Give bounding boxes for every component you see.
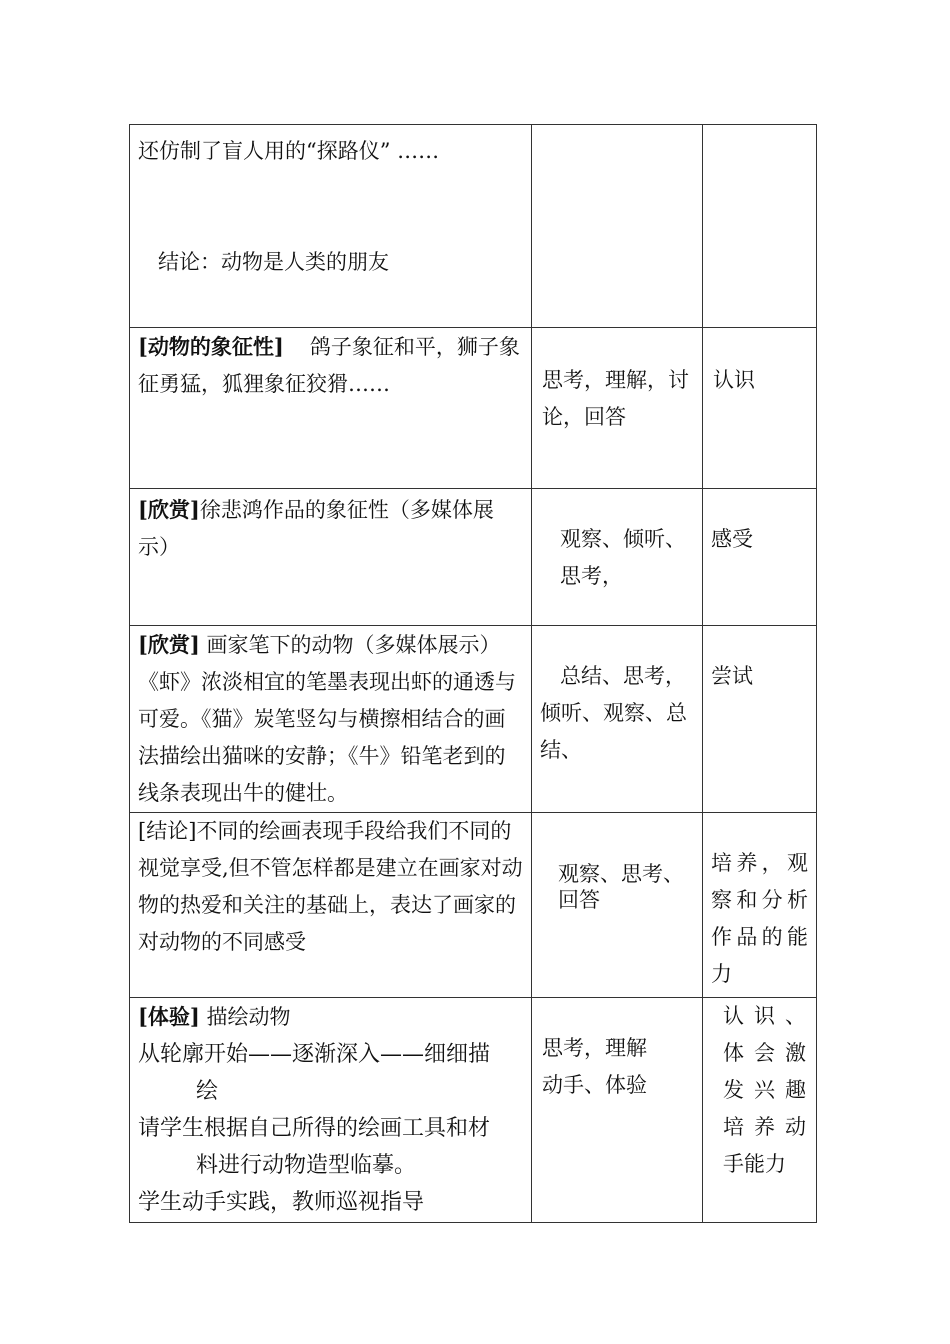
goal-text: 认识、体会激发兴趣培养动手能力 xyxy=(723,1004,806,1176)
goal-text: 感受 xyxy=(711,527,753,551)
activity-text: 观察、倾听、思考， xyxy=(560,527,686,588)
goal-cell xyxy=(703,125,817,328)
activity-cell xyxy=(532,328,703,489)
table-row xyxy=(130,813,817,998)
activity-cell xyxy=(532,813,703,998)
content-text: 表达了画家的对动物的不同感受 xyxy=(138,893,516,954)
goal-cell xyxy=(703,489,817,626)
content-text: 鸽子象征和平，狮子象征勇猛，狐狸象征狡猾…… xyxy=(138,335,520,396)
section-tag: [欣赏] xyxy=(138,497,200,522)
task-text: 请学生根据自己所得的绘画工具和材 xyxy=(138,1116,491,1141)
goal-text: 培养，观察和分析作品的能力 xyxy=(711,851,808,986)
section-tag: [体验] xyxy=(138,1004,200,1029)
goal-text: 认识 xyxy=(713,368,755,392)
content-cell xyxy=(130,125,532,328)
table-row xyxy=(130,489,817,626)
table-row xyxy=(130,328,817,489)
content-text: [结论]不同的绘画表现手段给我们不同的视觉享受,但不管怎样都是建立在画家对动物的热爱和关注的基础上， xyxy=(138,819,523,917)
content-cell xyxy=(130,626,532,813)
activity-cell xyxy=(532,998,703,1223)
practice-text: 学生动手实践，教师巡视指导 xyxy=(138,1190,425,1215)
steps-text: 从轮廓开始——逐渐深入——细细描 xyxy=(138,1042,491,1067)
goal-cell xyxy=(703,813,817,998)
task-text-cont: 料进行动物造型临摹。 xyxy=(196,1153,417,1178)
content-cell xyxy=(130,998,532,1223)
content-text: 徐悲鸿作品的象征性（多媒体展示） xyxy=(138,498,494,559)
goal-cell xyxy=(703,626,817,813)
activity-cell xyxy=(532,489,703,626)
activity-text: 总结、思考，倾听、观察、总结、 xyxy=(540,664,687,762)
table-row xyxy=(130,998,817,1223)
table-row xyxy=(130,626,817,813)
goal-cell xyxy=(703,998,817,1223)
conclusion-text: 结论：动物是人类的朋友 xyxy=(158,250,389,274)
content-cell xyxy=(130,489,532,626)
activity-cell xyxy=(532,125,703,328)
content-title: 描绘动物 xyxy=(199,1005,291,1029)
content-cell xyxy=(130,813,532,998)
section-tag: [动物的象征性] xyxy=(138,334,284,359)
content-text: 还仿制了盲人用的“探路仪” …… xyxy=(138,139,440,163)
activity-text: 思考，理解，讨论，回答 xyxy=(542,368,689,429)
lesson-plan-table xyxy=(129,124,817,1223)
steps-text-cont: 绘 xyxy=(196,1079,219,1104)
content-cell xyxy=(130,328,532,489)
content-text: 画家笔下的动物（多媒体展示）《虾》浓淡相宜的笔墨表现出虾的通透与可爱。《猫》炭笔竖勾与横擦相结合的画法描绘出猫咪的安静；《牛》铅笔老到的线条表现出牛的健壮。 xyxy=(138,633,516,805)
activity-text: 观察、思考、回答 xyxy=(558,862,684,912)
goal-cell xyxy=(703,328,817,489)
goal-text: 尝试 xyxy=(711,664,753,688)
activity-cell xyxy=(532,626,703,813)
section-tag: [欣赏] xyxy=(138,632,200,657)
table-row xyxy=(130,125,817,328)
activity-text: 思考，理解动手、体验 xyxy=(542,1036,647,1097)
